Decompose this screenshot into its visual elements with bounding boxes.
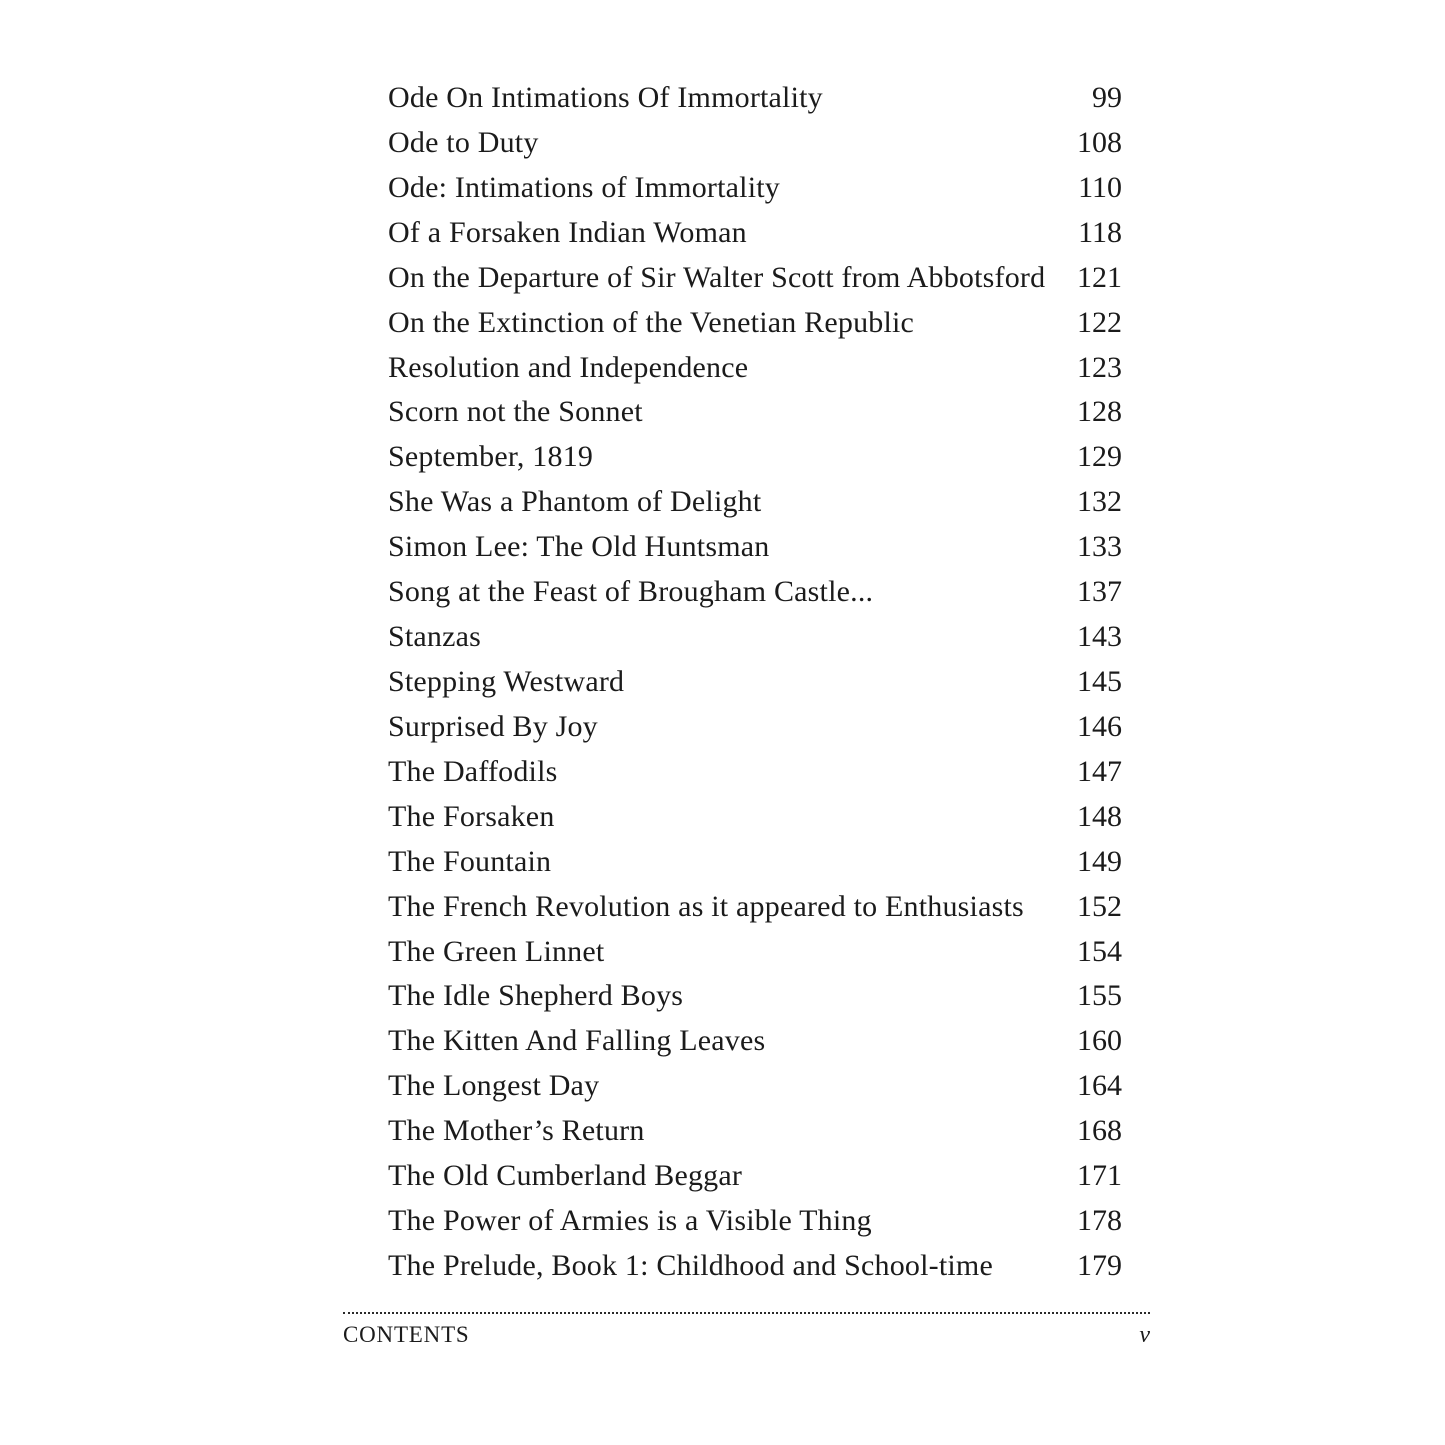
toc-entry-page-number: 123 bbox=[1077, 350, 1122, 384]
toc-entry-page-number: 146 bbox=[1077, 709, 1122, 743]
toc-entry-title: Simon Lee: The Old Huntsman bbox=[388, 530, 770, 564]
toc-entry bbox=[388, 1154, 1122, 1199]
toc-entry-page-number: 129 bbox=[1077, 440, 1122, 474]
toc-entry bbox=[388, 346, 1122, 391]
toc-entry bbox=[388, 705, 1122, 750]
toc-entry-title: Ode: Intimations of Immortality bbox=[388, 170, 780, 204]
toc-entry bbox=[388, 435, 1122, 480]
toc-entry-page-number: 152 bbox=[1077, 889, 1122, 923]
toc-entry-page-number: 179 bbox=[1077, 1248, 1122, 1282]
toc-entry-page-number: 154 bbox=[1077, 934, 1122, 968]
toc-entry bbox=[388, 211, 1122, 256]
toc-entry-page-number: 147 bbox=[1077, 754, 1122, 788]
toc-entry-page-number: 121 bbox=[1077, 260, 1122, 294]
toc-entry bbox=[388, 660, 1122, 705]
toc-entry-page-number: 164 bbox=[1077, 1069, 1122, 1103]
toc-entry-title: On the Departure of Sir Walter Scott from Abbotsford bbox=[388, 260, 1046, 294]
toc-entry bbox=[388, 480, 1122, 525]
toc-entry bbox=[388, 166, 1122, 211]
toc-entry-title: She Was a Phantom of Delight bbox=[388, 485, 762, 519]
toc-entry bbox=[388, 840, 1122, 885]
toc-entry-page-number: 132 bbox=[1077, 485, 1122, 519]
toc-entry bbox=[388, 1064, 1122, 1109]
toc-entry-page-number: 148 bbox=[1077, 799, 1122, 833]
toc-entry bbox=[388, 615, 1122, 660]
toc-entry-title: The Longest Day bbox=[388, 1069, 600, 1103]
footer-section-label: CONTENTS bbox=[343, 1322, 470, 1347]
toc-entry bbox=[388, 974, 1122, 1019]
toc-entry-title: Resolution and Independence bbox=[388, 350, 749, 384]
toc-entry-title: The Power of Armies is a Visible Thing bbox=[388, 1204, 872, 1238]
toc-entry-page-number: 145 bbox=[1077, 664, 1122, 698]
toc-entry-page-number: 133 bbox=[1077, 530, 1122, 564]
toc-entry-page-number: 108 bbox=[1077, 125, 1122, 159]
toc-entry-title: Ode to Duty bbox=[388, 125, 539, 159]
toc-entry-page-number: 143 bbox=[1077, 620, 1122, 654]
toc-entry bbox=[388, 750, 1122, 795]
toc-entry-page-number: 155 bbox=[1077, 979, 1122, 1013]
toc-entry bbox=[388, 390, 1122, 435]
toc-entry-title: Scorn not the Sonnet bbox=[388, 395, 643, 429]
toc-entry-title: The Mother’s Return bbox=[388, 1114, 645, 1148]
toc-entry-title: Song at the Feast of Brougham Castle... bbox=[388, 575, 874, 609]
toc-entry-page-number: 137 bbox=[1077, 575, 1122, 609]
toc-entry bbox=[388, 930, 1122, 975]
toc-entry-page-number: 122 bbox=[1077, 305, 1122, 339]
toc-entry bbox=[388, 256, 1122, 301]
toc-entry-title: The Kitten And Falling Leaves bbox=[388, 1024, 766, 1058]
toc-entry-page-number: 178 bbox=[1077, 1204, 1122, 1238]
toc-entry-page-number: 171 bbox=[1077, 1159, 1122, 1193]
toc-entry bbox=[388, 525, 1122, 570]
toc-entry-title: September, 1819 bbox=[388, 440, 594, 474]
toc-entry bbox=[388, 1199, 1122, 1244]
toc-entry-title: The Forsaken bbox=[388, 799, 555, 833]
toc-entry bbox=[388, 885, 1122, 930]
toc-entry-page-number: 99 bbox=[1092, 81, 1122, 114]
toc-entry bbox=[388, 76, 1122, 121]
toc-list bbox=[388, 76, 1122, 1289]
footer-page-number: v bbox=[1139, 1322, 1150, 1348]
toc-entry-title: Of a Forsaken Indian Woman bbox=[388, 215, 747, 249]
toc-entry bbox=[388, 301, 1122, 346]
toc-entry-title: The French Revolution as it appeared to Enthusiasts bbox=[388, 889, 1024, 923]
toc-entry-page-number: 168 bbox=[1077, 1114, 1122, 1148]
toc-entry bbox=[388, 1019, 1122, 1064]
page-footer bbox=[343, 1322, 1150, 1349]
toc-entry bbox=[388, 795, 1122, 840]
toc-entry-title: The Idle Shepherd Boys bbox=[388, 979, 684, 1013]
toc-entry bbox=[388, 1244, 1122, 1289]
toc-entry-title: On the Extinction of the Venetian Republic bbox=[388, 305, 915, 339]
toc-entry bbox=[388, 570, 1122, 615]
toc-entry-title: Surprised By Joy bbox=[388, 709, 598, 743]
toc-entry-title: The Daffodils bbox=[388, 754, 558, 788]
toc-entry-page-number: 128 bbox=[1077, 395, 1122, 429]
toc-entry-title: The Prelude, Book 1: Childhood and School-time bbox=[388, 1248, 993, 1282]
toc-entry bbox=[388, 1109, 1122, 1154]
toc-entry-title: Ode On Intimations Of Immortality bbox=[388, 81, 823, 114]
toc-entry-page-number: 110 bbox=[1078, 170, 1122, 204]
toc-entry-title: Stanzas bbox=[388, 620, 482, 654]
toc-entry-page-number: 118 bbox=[1078, 215, 1122, 249]
toc-entry bbox=[388, 121, 1122, 166]
toc-entry-title: The Green Linnet bbox=[388, 934, 605, 968]
toc-entry-page-number: 149 bbox=[1077, 844, 1122, 878]
toc-entry-title: The Fountain bbox=[388, 844, 552, 878]
toc-entry-title: Stepping Westward bbox=[388, 664, 625, 698]
toc-entry-page-number: 160 bbox=[1077, 1024, 1122, 1058]
toc-entry-title: The Old Cumberland Beggar bbox=[388, 1159, 743, 1193]
footer-divider bbox=[343, 1312, 1150, 1314]
